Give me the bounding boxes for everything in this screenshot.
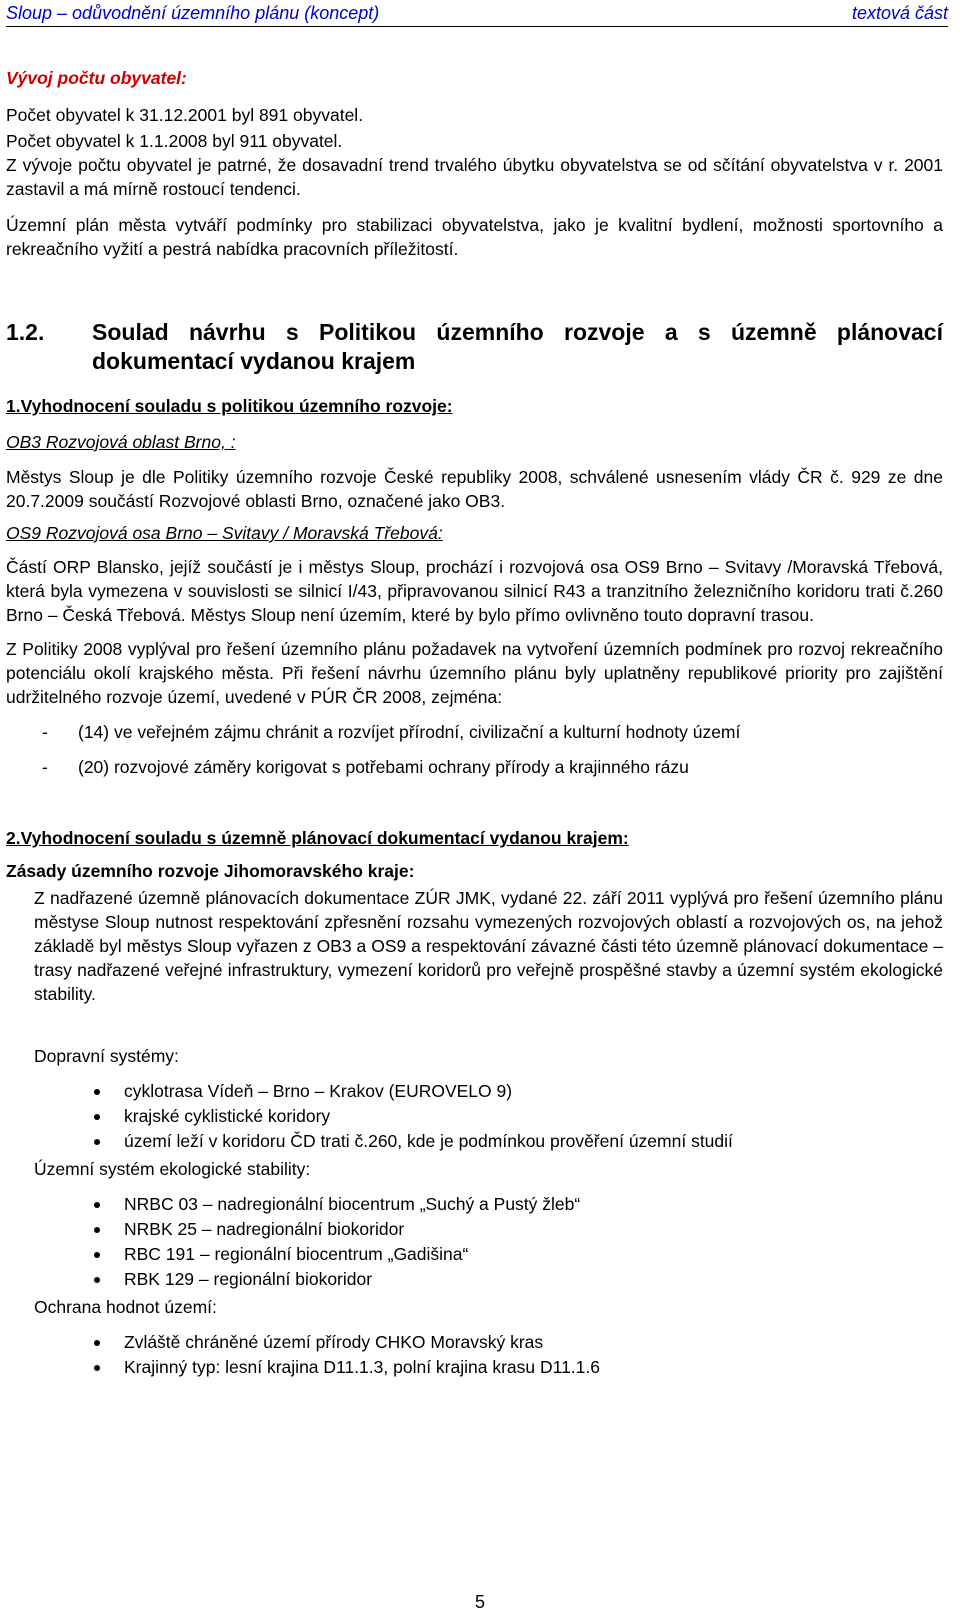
list-item: Krajinný typ: lesní krajina D11.1.3, polní krajina krasu D11.1.6: [6, 1355, 943, 1380]
list-item: NRBK 25 – nadregionální biokoridor: [6, 1217, 943, 1242]
bullet-icon: [94, 1340, 100, 1346]
page-header: [6, 0, 948, 27]
politika-text: Z Politiky 2008 vyplýval pro řešení územního plánu požadavek na vytvoření územních podmínek pro rozvoj rekreačního potenciálu okolí krajského města. Při řešení návrhu územního plánu byly uplatněny republikové priority pro zajištění udržitelného rozvoje území, uvedené v PÚR ČR 2008, zejména:: [6, 639, 943, 707]
os9-text: Částí ORP Blansko, jejíž součástí je i městys Sloup, prochází i rozvojová osa OS9 Brno – Svitavy /Moravská Třebová, která byla vymezena v souvislosti se silnicí I/43, připravovanou silnicí R43 a tranzitního železničního koridoru trati č.260 Brno – Česká Třebová. Městys Sloup není územím, které by bylo přímo ovlivněno touto dopravní trasou.: [6, 557, 943, 625]
priority-item: - (20) rozvojové záměry korigovat s potřebami ochrany přírody a krajinného rázu: [42, 757, 689, 777]
bullet-icon: [94, 1252, 100, 1258]
list-item: Zvláště chráněné území přírody CHKO Moravský kras: [6, 1330, 943, 1355]
eval1-heading: 1.Vyhodnocení souladu s politikou územního rozvoje:: [6, 396, 453, 416]
page-number: 5: [474, 1592, 485, 1612]
header-title: Sloup – odůvodnění územního plánu (koncept): [6, 3, 380, 23]
list-item: RBK 129 – regionální biokoridor: [6, 1267, 943, 1292]
bullet-icon: [94, 1139, 100, 1145]
page-content: [6, 66, 943, 1380]
group-title-ochrana: Ochrana hodnot území:: [34, 1297, 217, 1317]
population-line-2: Počet obyvatel k 1.1.2008 byl 911 obyvatel.: [6, 131, 343, 151]
bullet-icon: [94, 1202, 100, 1208]
population-para-2: Územní plán města vytváří podmínky pro stabilizaci obyvatelstva, jako je kvalitní bydlení, možnosti sportovního a rekreačního vyžití a pestrá nabídka pracovních příležitostí.: [6, 215, 943, 259]
population-heading: Vývoj počtu obyvatel:: [6, 68, 187, 88]
priority-list: [6, 720, 943, 779]
population-para-1: Z vývoje počtu obyvatel je patrné, že dosavadní trend trvalého úbytku obyvatelstva se od sčítání obyvatelstva v r. 2001 zastavil a má mírně rostoucí tendenci.: [6, 155, 943, 199]
ob3-label: OB3 Rozvojová oblast Brno, :: [6, 432, 236, 452]
ob3-text: Městys Sloup je dle Politiky územního rozvoje České republiky 2008, schválené usnesením vlády ČR č. 929 ze dne 20.7.2009 součástí Rozvojové oblasti Brno, označené jako OB3.: [6, 467, 943, 511]
zur-text: Z nadřazené územně plánovacích dokumentace ZÚR JMK, vydané 22. září 2011 vyplývá pro řešení územního plánu městyse Sloup nutnost respektování zpřesnění rozsahu vymezených rozvojových oblastí a rozvojových os, na jehož základě byl městys Sloup vyřazen z OB3 a OS9 a respektování závazné části této územně plánovací dokumentace – trasy nadřazené veřejné infrastruktury, vymezení koridorů pro veřejně prospěšné stavby a územní systém ekologické stability.: [34, 888, 943, 1004]
bullet-list-uses: [6, 1192, 943, 1292]
bullet-icon: [94, 1227, 100, 1233]
priority-text: (20) rozvojové záměry korigovat s potřebami ochrany přírody a krajinného rázu: [78, 757, 689, 777]
group-title-uses: Územní systém ekologické stability:: [34, 1159, 311, 1179]
list-item: území leží v koridoru ČD trati č.260, kde je podmínkou prověření územní studií: [6, 1129, 943, 1154]
zur-heading: Zásady územního rozvoje Jihomoravského kraje:: [6, 861, 415, 881]
section-title: Soulad návrhu s Politikou územního rozvoje a s územně plánovací dokumentací vydanou krajem: [92, 319, 943, 374]
bullet-list-ochrana: [6, 1330, 943, 1380]
list-item: krajské cyklistické koridory: [6, 1104, 943, 1129]
list-item: cyklotrasa Vídeň – Brno – Krakov (EUROVELO 9): [6, 1079, 943, 1104]
bullet-list-doprava: [6, 1079, 943, 1154]
section-heading-1-2: [6, 318, 943, 376]
list-item: RBC 191 – regionální biocentrum „Gadišina“: [6, 1242, 943, 1267]
priority-item: - (14) ve veřejném zájmu chránit a rozvíjet přírodní, civilizační a kulturní hodnoty území: [42, 722, 741, 742]
priority-text: (14) ve veřejném zájmu chránit a rozvíjet přírodní, civilizační a kulturní hodnoty území: [78, 722, 741, 742]
bullet-icon: [94, 1089, 100, 1095]
header-section: textová část: [851, 3, 948, 23]
population-line-1: Počet obyvatel k 31.12.2001 byl 891 obyvatel.: [6, 105, 364, 125]
bullet-icon: [94, 1114, 100, 1120]
section-number: 1.2.: [6, 319, 45, 345]
eval2-heading: 2.Vyhodnocení souladu s územně plánovací dokumentací vydanou krajem:: [6, 828, 629, 848]
group-title-doprava: Dopravní systémy:: [34, 1046, 179, 1066]
bullet-icon: [94, 1277, 100, 1283]
bullet-icon: [94, 1365, 100, 1371]
os9-label: OS9 Rozvojová osa Brno – Svitavy / Moravská Třebová:: [6, 523, 443, 543]
list-item: NRBC 03 – nadregionální biocentrum „Suchý a Pustý žleb“: [6, 1192, 943, 1217]
